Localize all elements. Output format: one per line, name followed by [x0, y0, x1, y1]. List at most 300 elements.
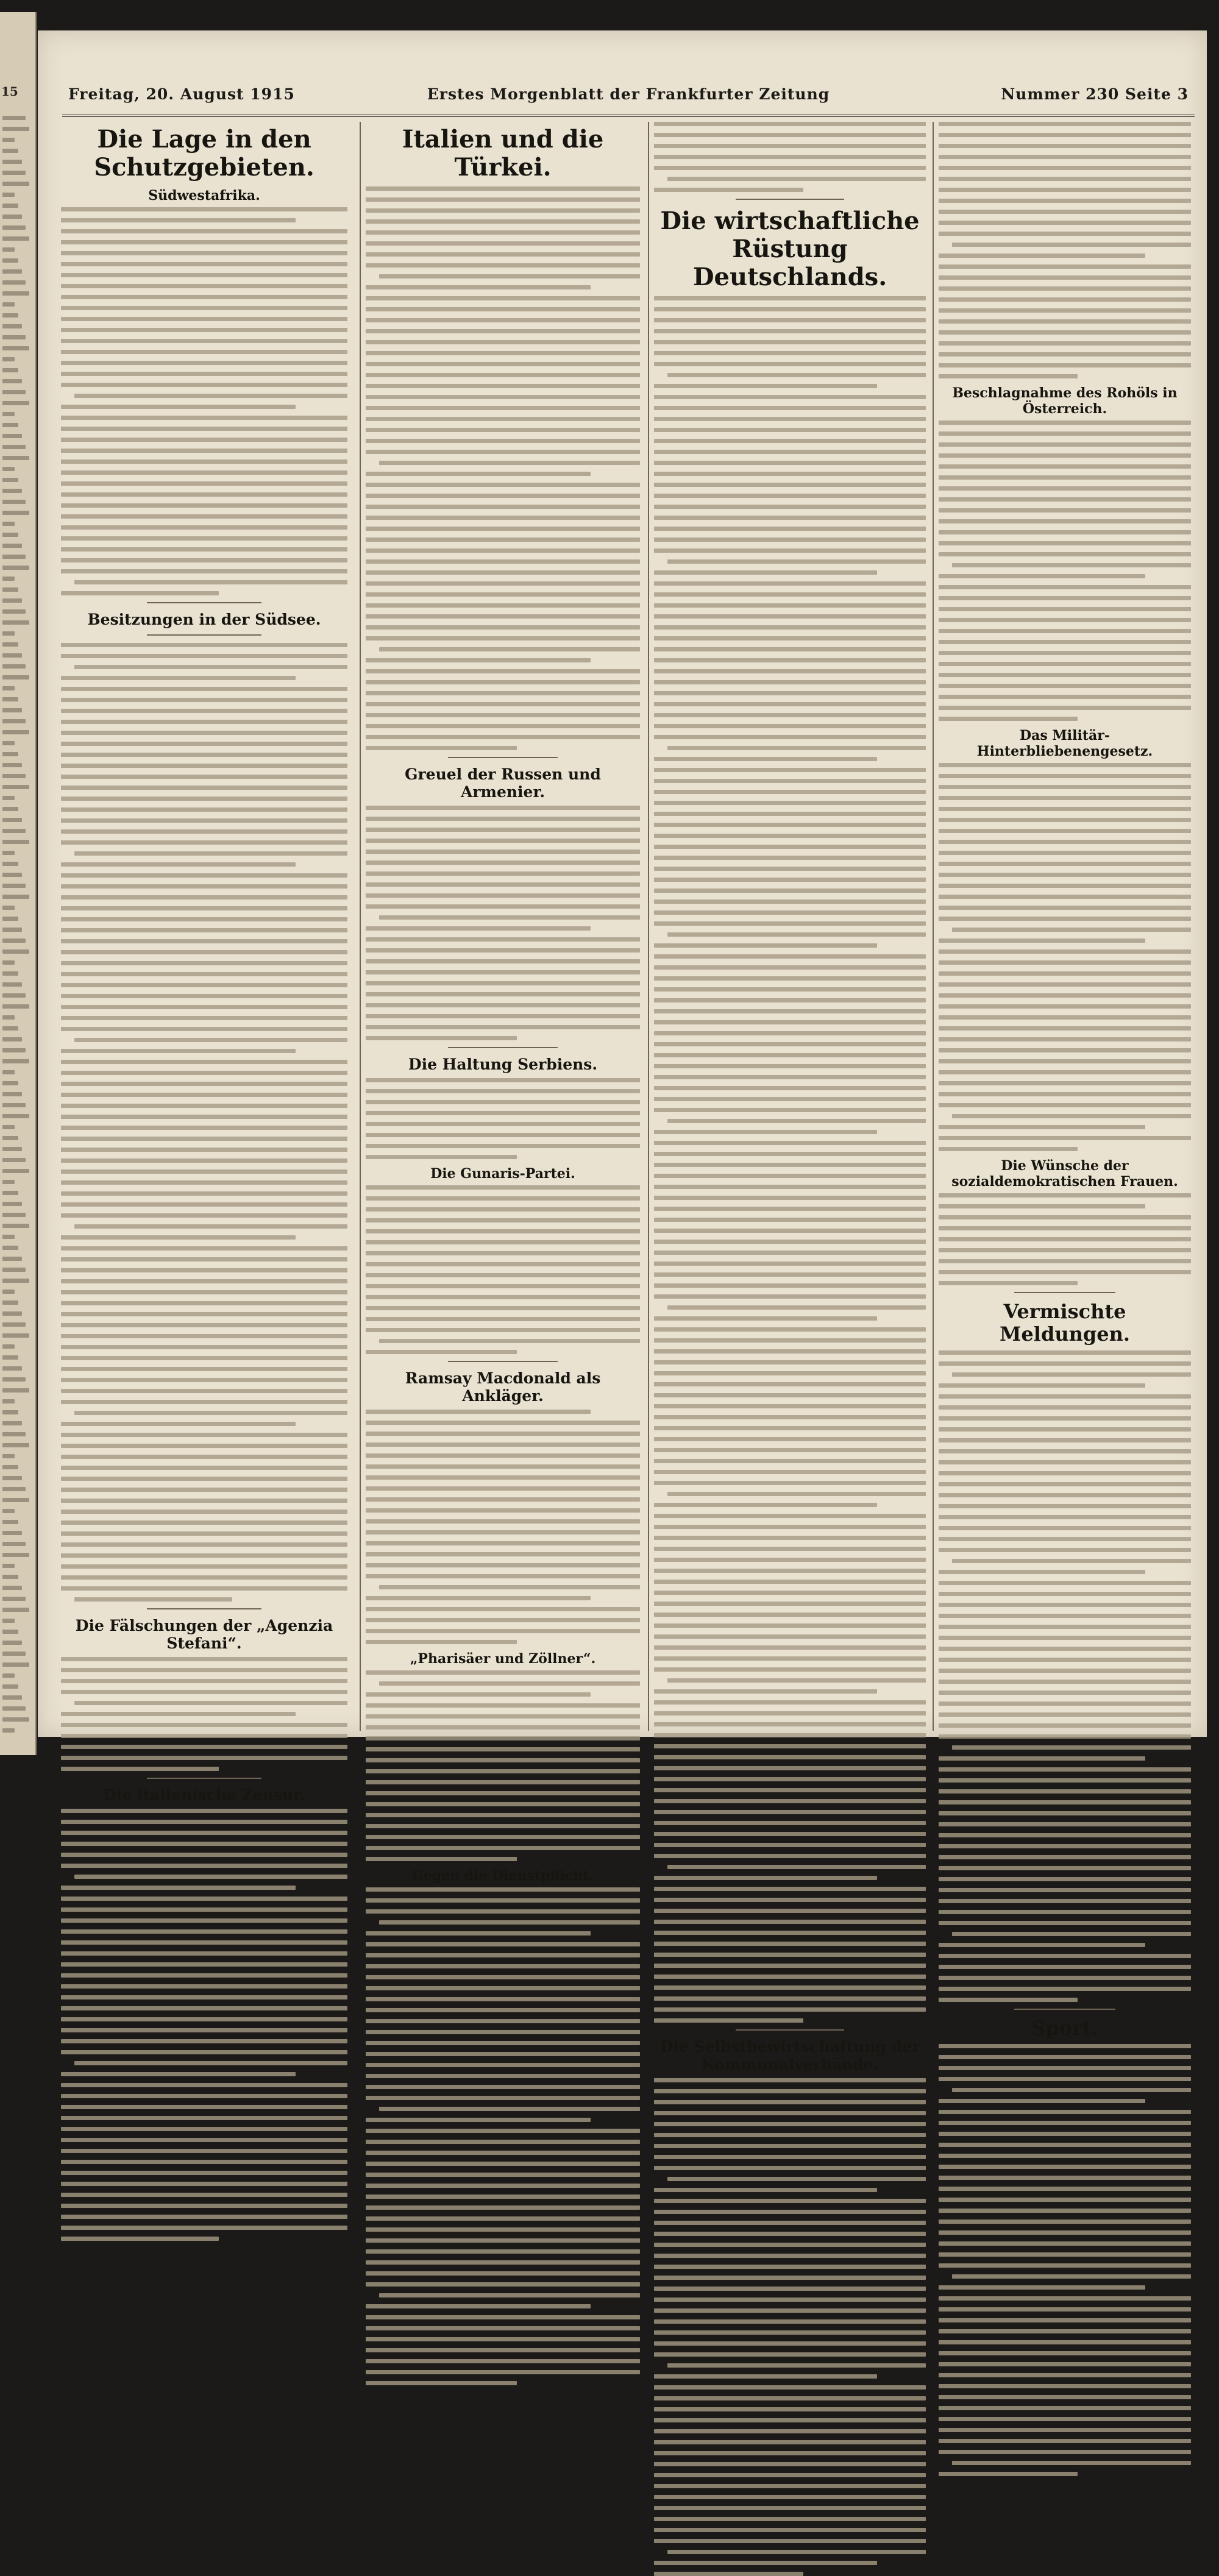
text-line	[366, 2074, 640, 2078]
previous-page-text-stub	[2, 434, 22, 438]
text-line	[939, 1482, 1191, 1486]
previous-page-text-stub	[2, 1202, 22, 1206]
divider	[448, 1361, 558, 1362]
text-line	[61, 1897, 347, 1901]
text-line	[939, 629, 1191, 633]
text-line	[939, 1405, 1191, 1410]
text-line	[366, 981, 640, 985]
article-body	[366, 186, 640, 750]
text-line	[61, 1400, 347, 1404]
text-line	[939, 1350, 1191, 1355]
text-line	[61, 1542, 347, 1547]
text-line	[939, 1226, 1191, 1230]
text-line	[654, 1623, 926, 1628]
text-line	[939, 1581, 1191, 1585]
text-line	[61, 525, 347, 530]
text-line	[952, 1114, 1191, 1118]
text-line	[61, 350, 347, 354]
article-body	[366, 1185, 640, 1354]
previous-page-text-stub	[2, 1684, 18, 1689]
text-line	[366, 1317, 640, 1321]
text-line	[939, 155, 1191, 159]
text-line	[654, 2089, 926, 2093]
text-line	[366, 1508, 640, 1513]
text-line	[939, 210, 1191, 214]
text-line	[61, 1745, 347, 1749]
text-line	[366, 395, 640, 399]
text-line	[654, 801, 926, 805]
text-line	[939, 862, 1191, 866]
text-line	[366, 197, 640, 202]
text-line	[939, 1427, 1191, 1432]
text-line	[61, 917, 347, 921]
text-line	[939, 706, 1191, 710]
previous-page-text-stub	[2, 269, 22, 274]
text-line	[654, 889, 926, 893]
text-line	[366, 559, 640, 564]
previous-page-text-stub	[2, 1695, 22, 1700]
text-line	[939, 1383, 1145, 1388]
text-line	[654, 505, 926, 509]
previous-page-text-stub	[2, 335, 26, 339]
text-line	[939, 363, 1191, 367]
text-line	[366, 1802, 640, 1806]
text-line	[366, 494, 640, 498]
text-line	[61, 687, 347, 691]
text-line	[61, 361, 347, 365]
text-line	[939, 1691, 1191, 1695]
previous-page-text-stub	[2, 763, 22, 767]
text-line	[667, 177, 926, 181]
text-line	[61, 1235, 296, 1240]
text-line	[654, 1459, 926, 1463]
text-line	[654, 1547, 926, 1551]
text-line	[61, 569, 347, 573]
text-line	[939, 1449, 1191, 1453]
previous-page-text-stub	[2, 138, 15, 142]
text-line	[939, 1789, 1191, 1794]
text-line	[366, 307, 640, 311]
article-title-sport: Sport.	[1031, 2016, 1098, 2040]
text-line	[366, 1791, 640, 1795]
previous-page-text-stub	[2, 1564, 15, 1568]
text-line	[366, 1758, 640, 1762]
text-line	[654, 2418, 926, 2422]
text-line	[939, 352, 1191, 357]
text-line	[74, 1411, 347, 1415]
text-line	[366, 2008, 640, 2012]
text-line	[366, 948, 640, 953]
text-line	[939, 2187, 1191, 2191]
text-line	[366, 1284, 640, 1288]
previous-page-text-stub	[2, 445, 26, 449]
text-line	[61, 1510, 347, 1514]
text-line	[654, 516, 926, 520]
text-line	[61, 1356, 347, 1360]
text-line	[61, 2237, 219, 2241]
text-line	[939, 144, 1191, 148]
text-line	[366, 1964, 640, 1968]
previous-page-text-stub	[2, 204, 18, 208]
column-rule-1	[360, 122, 361, 1731]
text-line	[61, 1301, 347, 1305]
previous-page-text-stub	[2, 1531, 22, 1535]
previous-page-text-stub	[2, 884, 26, 888]
text-line	[939, 1712, 1191, 1717]
previous-page-text-stub	[2, 895, 29, 899]
text-line	[366, 2195, 640, 2199]
text-line	[939, 330, 1191, 335]
text-line	[939, 374, 1078, 378]
text-line	[61, 240, 347, 244]
text-line	[366, 1703, 640, 1708]
text-line	[366, 1497, 640, 1502]
text-line	[61, 775, 347, 779]
text-line	[61, 643, 347, 647]
text-line	[654, 1931, 926, 1935]
text-line	[366, 680, 640, 684]
text-line	[366, 625, 640, 630]
text-line	[654, 428, 926, 432]
text-line	[654, 1667, 926, 1672]
text-line	[654, 2243, 926, 2247]
text-line	[654, 1349, 926, 1354]
text-line	[939, 1987, 1191, 1991]
article-body	[366, 1078, 640, 1159]
subhead-suedwestafrika: Südwestafrika.	[148, 188, 260, 204]
previous-page-text-stub	[2, 982, 22, 987]
divider	[736, 199, 844, 200]
previous-page-text-stub	[2, 456, 29, 460]
text-line	[667, 746, 926, 750]
text-line	[61, 2182, 347, 2186]
text-line	[366, 817, 640, 821]
text-line	[366, 1640, 517, 1644]
text-line	[939, 1059, 1191, 1063]
previous-page-text-stub	[2, 807, 18, 811]
text-line	[366, 2151, 640, 2155]
article-body	[654, 296, 926, 2023]
article-body	[366, 1670, 640, 1861]
text-line	[654, 943, 877, 948]
text-line	[61, 2215, 347, 2219]
text-line	[366, 1036, 517, 1040]
text-line	[939, 2198, 1191, 2202]
text-line	[366, 428, 640, 432]
text-line	[952, 1932, 1191, 1936]
text-line	[939, 2428, 1191, 2432]
previous-page-text-stub	[2, 511, 29, 515]
text-line	[61, 829, 347, 834]
text-line	[61, 1809, 347, 1813]
previous-page-text-stub	[2, 1114, 29, 1118]
text-line	[654, 483, 926, 487]
previous-page-text-stub	[2, 1191, 18, 1195]
previous-page-text-stub	[2, 467, 15, 471]
text-line	[61, 1137, 347, 1141]
text-line	[654, 899, 926, 904]
text-line	[654, 724, 926, 728]
text-line	[939, 1756, 1145, 1761]
text-line	[61, 1477, 347, 1481]
previous-page-text-stub	[2, 1070, 15, 1074]
text-line	[61, 2160, 347, 2164]
previous-page-text-stub	[2, 149, 18, 153]
text-line	[61, 1389, 347, 1393]
text-line	[366, 2118, 591, 2122]
text-line	[654, 1152, 926, 1156]
text-line	[654, 1042, 926, 1046]
text-line	[61, 1734, 347, 1738]
text-line	[654, 1382, 926, 1386]
text-line	[61, 1564, 347, 1569]
text-line	[366, 285, 591, 289]
text-line	[61, 427, 347, 431]
text-line	[654, 351, 926, 355]
text-line	[61, 1831, 347, 1835]
text-line	[61, 1345, 347, 1349]
previous-page-text-stub	[2, 280, 26, 285]
text-line	[366, 581, 640, 586]
text-line	[654, 1283, 926, 1288]
text-line	[366, 1574, 640, 1578]
text-line	[939, 917, 1191, 921]
text-line	[654, 812, 926, 816]
text-line	[939, 585, 1191, 589]
text-line	[61, 1723, 347, 1727]
text-line	[366, 2359, 640, 2363]
text-line	[366, 186, 640, 191]
text-line	[366, 1519, 640, 1524]
previous-page-text-stub	[2, 730, 29, 734]
subhead-italienische-zensur: Die italienische Zensur.	[103, 1786, 305, 1804]
text-line	[939, 574, 1145, 578]
page-header	[62, 80, 1195, 117]
divider	[147, 602, 261, 603]
text-line	[61, 1690, 347, 1694]
text-line	[366, 658, 591, 662]
text-line	[654, 1700, 926, 1705]
text-line	[654, 867, 926, 871]
text-line	[939, 596, 1191, 600]
text-line	[366, 373, 640, 377]
text-line	[939, 1921, 1191, 1925]
text-line	[366, 1089, 640, 1093]
previous-page-text-stub	[2, 1728, 15, 1733]
text-line	[654, 1415, 926, 1419]
text-line	[61, 2028, 347, 2032]
text-line	[366, 516, 640, 520]
text-line	[366, 230, 640, 235]
text-line	[61, 2006, 347, 2010]
text-line	[654, 625, 926, 630]
text-line	[61, 1071, 347, 1075]
text-line	[939, 2307, 1191, 2312]
text-line	[366, 2227, 640, 2232]
text-line	[366, 1541, 640, 1545]
text-line	[366, 439, 640, 443]
previous-page-text-stub	[2, 1037, 22, 1041]
previous-page-text-stub	[2, 774, 26, 778]
text-line	[379, 1339, 640, 1343]
text-line	[939, 1526, 1191, 1530]
previous-page-text-stub	[2, 247, 15, 252]
text-line	[939, 1193, 1191, 1198]
text-line	[939, 982, 1191, 987]
text-line	[366, 1207, 640, 1212]
text-line	[654, 1327, 926, 1332]
text-line	[939, 840, 1191, 844]
text-line	[61, 862, 296, 867]
text-line	[654, 570, 877, 575]
previous-page-text-stub	[2, 1520, 18, 1524]
text-line	[654, 1338, 926, 1343]
previous-page-text-stub	[2, 116, 26, 120]
text-line	[366, 1273, 640, 1277]
text-line	[74, 580, 347, 584]
text-line	[61, 1158, 347, 1163]
text-line	[61, 438, 347, 442]
previous-page-text-stub	[2, 1586, 22, 1590]
text-line	[654, 2254, 926, 2258]
text-line	[366, 2085, 640, 2089]
text-line	[654, 658, 926, 662]
previous-page-text-stub	[2, 719, 26, 723]
previous-page-text-stub	[2, 1476, 22, 1480]
text-line	[61, 786, 347, 790]
text-line	[654, 2473, 926, 2477]
text-line	[61, 1466, 347, 1470]
text-line	[654, 2539, 926, 2543]
text-line	[952, 928, 1191, 932]
text-line	[61, 2039, 347, 2043]
text-line	[366, 926, 591, 931]
article-body	[939, 2044, 1191, 2476]
text-line	[667, 1492, 926, 1496]
text-line	[654, 296, 926, 300]
text-line	[61, 1940, 347, 1945]
text-line	[366, 2271, 640, 2276]
previous-page-text-stub	[2, 555, 26, 559]
previous-page-text-stub	[2, 1717, 29, 1722]
text-line	[366, 1100, 640, 1104]
text-line	[61, 1679, 347, 1683]
text-line	[366, 1111, 640, 1115]
text-line	[366, 1453, 640, 1458]
previous-page-text-stub	[2, 127, 29, 131]
text-line	[366, 2205, 640, 2210]
text-line	[61, 306, 347, 310]
text-line	[366, 1421, 640, 1425]
previous-page-text-stub	[2, 1180, 15, 1184]
text-line	[939, 1270, 1191, 1274]
text-line	[366, 2019, 640, 2023]
text-line	[654, 1108, 926, 1112]
text-line	[654, 2330, 926, 2335]
subhead-selbstbewirtschaftung: Die Selbstbewirtschaftung der Kommunalverbände.	[659, 2038, 920, 2073]
subhead-sozialdemokratische-frauen: Die Wünsche der sozialdemokratischen Frauen.	[951, 1158, 1178, 1190]
text-line	[654, 1645, 926, 1650]
text-line	[654, 2100, 926, 2104]
text-line	[61, 1027, 347, 1031]
text-line	[939, 1026, 1191, 1031]
text-line	[61, 547, 347, 552]
text-line	[654, 2462, 926, 2466]
text-line	[939, 453, 1191, 458]
text-line	[654, 2018, 803, 2023]
divider	[448, 757, 558, 758]
text-line	[61, 1499, 347, 1503]
text-line	[366, 1014, 640, 1018]
text-line	[654, 1832, 926, 1836]
previous-page-text-stub	[2, 489, 22, 493]
previous-page-text-stub	[2, 1290, 15, 1294]
text-line	[939, 818, 1191, 822]
previous-page-text-stub	[2, 785, 29, 789]
text-line	[654, 1229, 926, 1233]
previous-page-text-stub	[2, 1147, 22, 1151]
text-line	[61, 654, 347, 658]
text-line	[61, 2204, 347, 2208]
text-line	[939, 1204, 1145, 1208]
previous-page-text-stub	[2, 1257, 22, 1261]
text-line	[939, 1504, 1191, 1508]
text-line	[654, 2429, 926, 2433]
text-line	[654, 636, 926, 640]
text-line	[366, 2381, 517, 2385]
previous-page-text-stub	[2, 1136, 18, 1140]
text-line	[939, 286, 1191, 291]
text-line	[366, 2249, 640, 2254]
text-line	[654, 1481, 926, 1485]
previous-page-text-stub	[2, 160, 22, 164]
text-line	[654, 1766, 926, 1770]
text-line	[654, 1634, 926, 1639]
text-line	[939, 1877, 1191, 1881]
previous-page-text-stub	[2, 258, 18, 263]
text-line	[654, 1196, 926, 1200]
text-line	[939, 1125, 1145, 1129]
previous-page-text-stub	[2, 291, 29, 296]
text-line	[366, 252, 640, 257]
text-line	[939, 264, 1191, 269]
previous-page-text-stub	[2, 620, 29, 625]
text-line	[939, 1734, 1191, 1739]
text-line	[61, 1984, 347, 1989]
text-line	[366, 570, 640, 575]
text-line	[654, 757, 877, 761]
text-line	[654, 976, 926, 981]
text-line	[654, 779, 926, 783]
text-line	[939, 1976, 1191, 1980]
previous-page-text-stub	[2, 1542, 26, 1546]
previous-page-text-stub	[2, 960, 15, 965]
text-line	[939, 122, 1191, 126]
text-line	[366, 329, 640, 333]
previous-page-text-stub	[2, 302, 15, 307]
text-line	[939, 297, 1191, 302]
text-line	[366, 1262, 640, 1266]
text-line	[654, 592, 926, 597]
previous-page-text-stub	[2, 840, 29, 844]
previous-page-text-stub	[2, 1410, 18, 1414]
text-line	[366, 904, 640, 909]
text-line	[952, 2274, 1191, 2279]
text-line	[654, 1360, 926, 1364]
text-line	[654, 318, 926, 322]
article-body	[61, 1809, 347, 2241]
text-line	[654, 2166, 926, 2170]
